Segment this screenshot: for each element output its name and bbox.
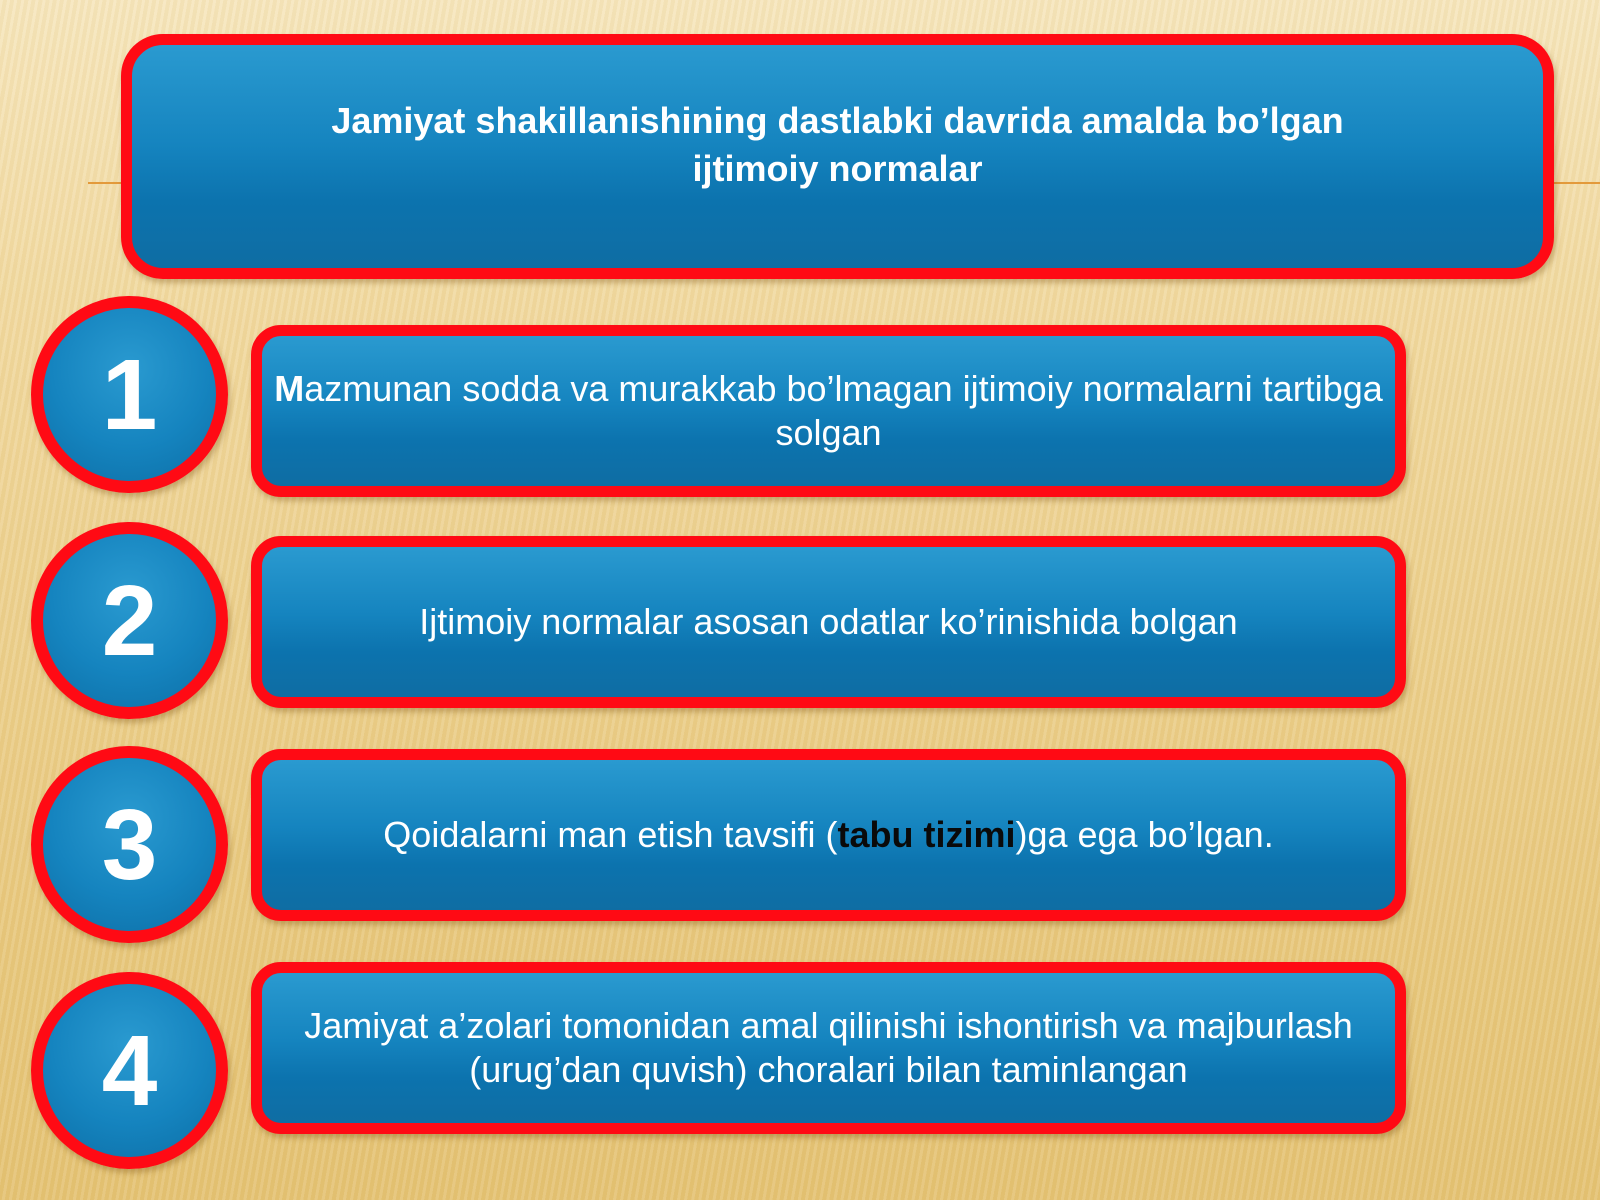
slide-title: Jamiyat shakillanishining dastlabki davrida amalda bo’lgan ijtimoiy normalar xyxy=(331,99,1344,189)
number-circle-1 xyxy=(31,296,228,493)
number-label: 3 xyxy=(101,788,158,901)
item-text xyxy=(262,813,1395,857)
item-text-after: )ga ega bo’lgan. xyxy=(1015,814,1274,855)
item-text-rest: azmunan sodda va murakkab bo’lmagan ijtimoiy normalarni tartibga solgan xyxy=(304,368,1383,453)
item-text: Jamiyat a’zolari tomonidan amal qilinishi ishontirish va majburlash (urug’dan quvish) choralari bilan taminlangan xyxy=(304,1005,1353,1090)
item-text-lead: M xyxy=(274,368,305,409)
number-circle-3 xyxy=(31,746,228,943)
item-box-2 xyxy=(251,536,1406,708)
item-text xyxy=(262,367,1395,455)
number-circle-2 xyxy=(31,522,228,719)
item-text-before: Qoidalarni man etish tavsifi ( xyxy=(383,814,838,855)
number-label: 4 xyxy=(101,1014,158,1127)
item-box-4 xyxy=(251,962,1406,1134)
item-box-1 xyxy=(251,325,1406,497)
item-text-highlight: tabu tizimi xyxy=(837,814,1016,855)
number-circle-4 xyxy=(31,972,228,1169)
number-label: 2 xyxy=(101,564,158,677)
item-box-3 xyxy=(251,749,1406,921)
title-box xyxy=(121,34,1554,279)
item-text: Ijtimoiy normalar asosan odatlar ko’rinishida bolgan xyxy=(419,601,1238,642)
number-label: 1 xyxy=(101,338,158,451)
